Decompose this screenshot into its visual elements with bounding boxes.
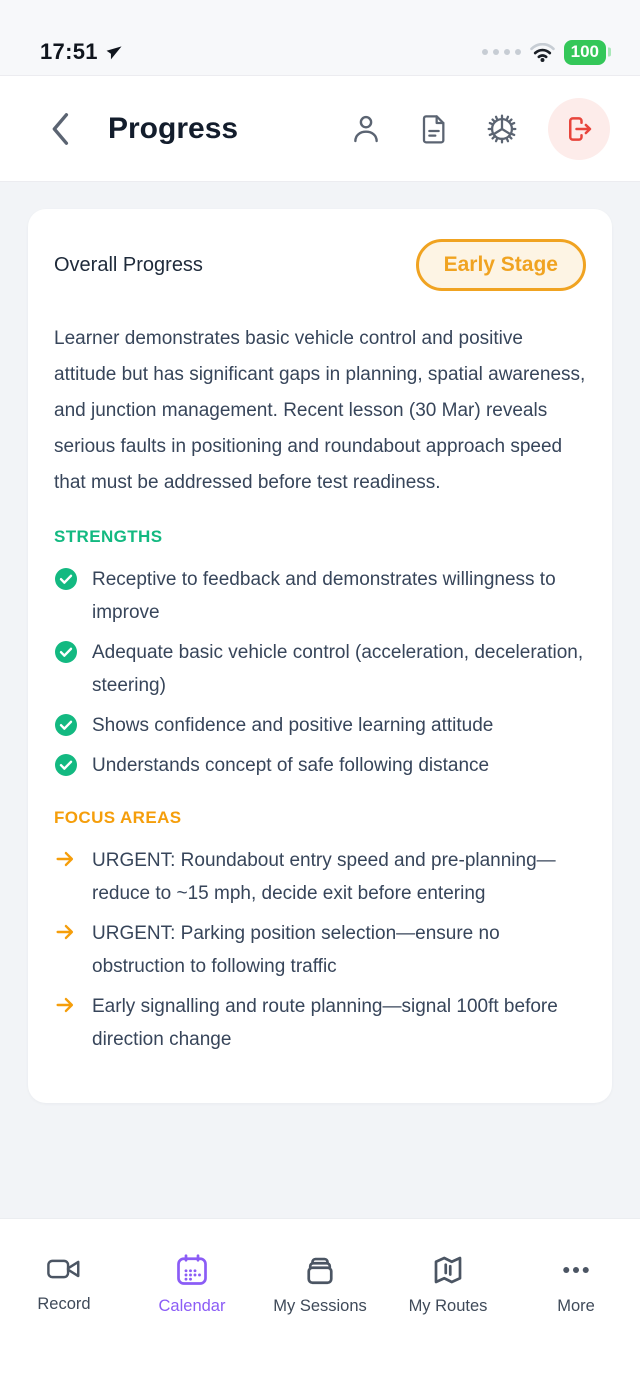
tab-label: Record [37, 1295, 91, 1313]
wifi-icon [530, 43, 555, 62]
arrow-right-icon [54, 844, 78, 910]
arrow-right-icon [54, 917, 78, 983]
tab-label: My Sessions [273, 1297, 367, 1315]
card-title: Overall Progress [54, 253, 203, 276]
focus-item [54, 844, 586, 910]
status-bar [0, 0, 640, 75]
strength-text: Adequate basic vehicle control (acceleration, deceleration, steering) [92, 642, 584, 696]
map-icon [430, 1252, 466, 1288]
video-camera-icon [45, 1252, 83, 1286]
tab-my-routes[interactable] [384, 1252, 512, 1316]
scroll-area[interactable] [0, 183, 640, 1218]
battery-indicator: 100 [564, 40, 606, 65]
focus-text: URGENT: Parking position selection—ensure no obstruction to following traffic [92, 923, 500, 977]
arrow-right-icon [54, 990, 78, 1056]
tab-record[interactable] [0, 1252, 128, 1314]
tab-bar [0, 1218, 640, 1385]
location-arrow-icon [104, 43, 123, 62]
cellular-signal-icon [482, 49, 521, 55]
document-icon [418, 113, 450, 145]
clock: 17:51 [40, 39, 98, 64]
settings-button[interactable] [480, 107, 524, 151]
gear-icon [485, 112, 519, 146]
progress-summary: Learner demonstrates basic vehicle control and positive attitude but has significant gaps in planning, spatial awareness, and junction management. Recent lesson (30 Mar) reveals serious faults in positioning and roundabout approach speed that must be addressed before test readiness. [54, 328, 586, 493]
report-button[interactable] [412, 107, 456, 151]
tab-my-sessions[interactable] [256, 1252, 384, 1316]
overall-progress-card [28, 209, 612, 1103]
person-icon [349, 112, 383, 146]
strength-text: Receptive to feedback and demonstrates willingness to improve [92, 569, 556, 623]
sessions-stack-icon [302, 1252, 338, 1288]
strength-item [54, 709, 586, 742]
logout-icon [564, 114, 594, 144]
strength-item [54, 563, 586, 629]
profile-button[interactable] [344, 107, 388, 151]
tab-label: My Routes [408, 1297, 488, 1315]
tab-label: Calendar [158, 1297, 226, 1315]
stage-badge: Early Stage [416, 239, 586, 291]
page-title: Progress [108, 111, 239, 145]
header [0, 75, 640, 182]
focus-text: Early signalling and route planning—signal 100ft before direction change [92, 996, 558, 1050]
check-circle-icon [54, 636, 78, 702]
focus-item [54, 990, 586, 1056]
check-circle-icon [54, 709, 78, 742]
strengths-heading: STRENGTHS [54, 527, 163, 546]
strength-item [54, 749, 586, 782]
tab-more[interactable] [512, 1252, 640, 1316]
strength-text: Understands concept of safe following distance [92, 755, 490, 776]
ellipsis-icon [558, 1252, 594, 1288]
focus-areas-heading: FOCUS AREAS [54, 808, 182, 827]
back-button[interactable] [40, 109, 80, 149]
focus-text: URGENT: Roundabout entry speed and pre-planning—reduce to ~15 mph, decide exit before entering [92, 850, 556, 904]
tab-calendar[interactable] [128, 1252, 256, 1316]
check-circle-icon [54, 563, 78, 629]
check-circle-icon [54, 749, 78, 782]
strength-text: Shows confidence and positive learning attitude [92, 715, 494, 736]
calendar-icon [174, 1252, 210, 1288]
logout-button[interactable] [548, 98, 610, 160]
focus-item [54, 917, 586, 983]
tab-label: More [557, 1297, 595, 1315]
strength-item [54, 636, 586, 702]
